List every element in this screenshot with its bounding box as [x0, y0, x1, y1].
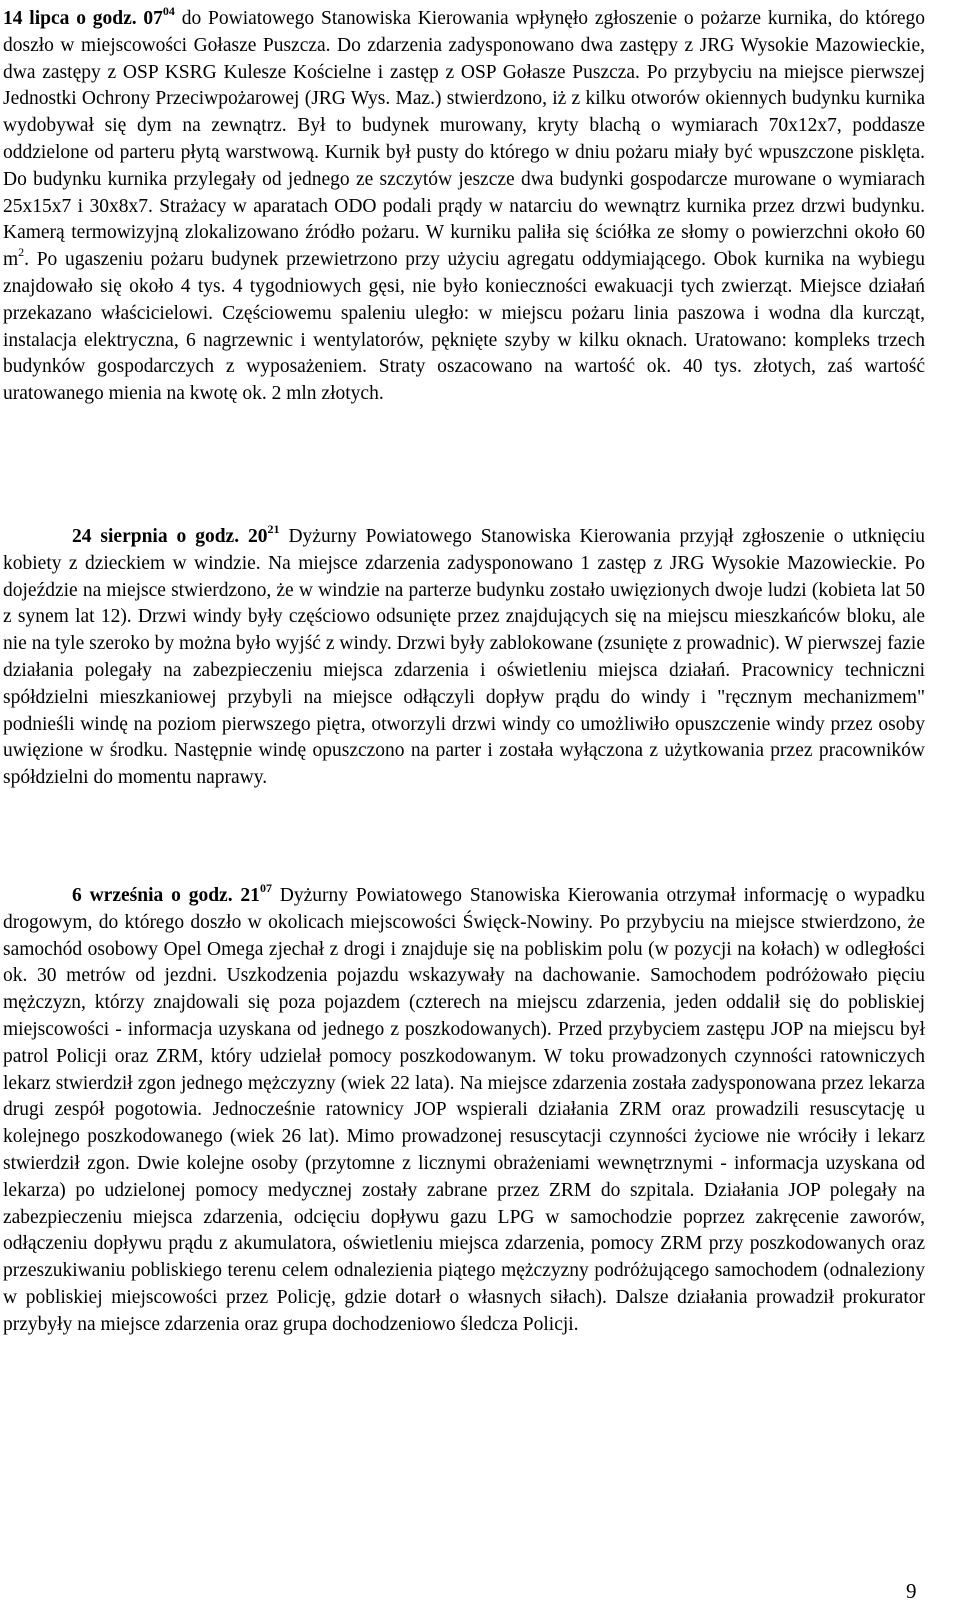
paragraph-text-continued: . Po ugaszeniu pożaru budynek przewietrzono przy użyciu agregatu oddymiającego. Obok kurnika na wybiegu znajdowało się około 4 tys. 4 tygodniowych gęsi, nie było konieczności ewakuacji tych zwierząt. Miejsce działań przekazano właścicielowi. Częściowemu spaleniu uległo: w miejscu pożaru linia paszowa i wodna dla kurcząt, instalacja elektryczna, 6 nagrzewnic i wentylatorów, pęknięte szyby w kilku oknach. Uratowano: kompleks trzech budynków gospodarczych z wyposażeniem. Straty oszacowano na wartość ok. 40 tys. złotych, zaś wartość uratowanego mienia na kwotę ok. 2 mln złotych. — [3, 249, 925, 405]
paragraph-text: Dyżurny Powiatowego Stanowiska Kierowania przyjął zgłoszenie o utknięciu kobiety z dzieckiem w windzie. Na miejsce zdarzenia zadysponowano 1 zastęp z JRG Wysokie Mazowieckie. Po dojeździe na miejsce stwierdzono, że w windzie na parterze budynku zostało uwięzionych dwoje ludzi (kobieta lat 50 z synem lat 12). Drzwi windy były częściowo odsunięte przez znajdujących się na miejscu mieszkańców bloku, ale nie na tyle szeroko by można było wyjść z windy. Drzwi były zablokowane (zsunięte z prowadnic). W pierwszej fazie działania polegały na zabezpieczeniu miejsca zdarzenia i oświetleniu miejsca działań. Pracownicy techniczni spółdzielni mieszkaniowej przybyli na miejsce odłączyli dopływ prądu do windy i "ręcznym mechanizmem" podnieśli windę na poziom pierwszego piętra, otworzyli drzwi windy co umożliwiło opuszczenie windy przez osoby uwięzione w środku. Następnie windę opuszczono na parter i została wyłączona z użytkowania przez pracowników spółdzielni do momentu naprawy. — [3, 526, 925, 789]
time-superscript: 04 — [162, 4, 175, 18]
date-text: 6 września o godz. 21 — [72, 885, 260, 906]
page-number: 9 — [906, 1579, 917, 1603]
paragraph-date — [3, 4, 175, 29]
paragraph-text: Dyżurny Powiatowego Stanowiska Kierowania otrzymał informację o wypadku drogowym, do którego doszło w okolicach miejscowości Święck-Nowiny. Po przybyciu na miejsce stwierdzono, że samochód osobowy Opel Omega zjechał z drogi i znajduje się na pobliskim polu (w pozycji na kołach) w odległości ok. 30 metrów od jezdni. Uszkodzenia pojazdu wskazywały na dachowanie. Samochodem podróżowało pięciu mężczyzn, którzy znajdowali się poza pojazdem (czterech na miejscu zdarzenia, jeden oddalił się do pobliskiej miejscowości - informacja uzyskana od jednego z poszkodowanych). Przed przybyciem zastępu JOP na miejscu był patrol Policji oraz ZRM, który udzielał pomocy poszkodowanym. W toku prowadzonych czynności ratowniczych lekarz stwierdził zgon jednego mężczyzny (wiek 22 lata). Na miejsce zdarzenia została zadysponowana przez lekarza drugi zespół pogotowia. Jednocześnie ratownicy JOP wspierali działania ZRM oraz prowadzili resuscytację u kolejnego poszkodowanego (wiek 26 lat). Mimo prowadzonej resuscytacji czynności życiowe nie wróciły i lekarz stwierdził zgon. Dwie kolejne osoby (przytomne z licznymi obrażeniami wewnętrznymi - informacja uzyskana od lekarza) po udzielonej pomocy medycznej zostały zabrane przez ZRM do szpitala. Działania JOP polegały na zabezpieczeniu miejsca zdarzenia, odcięciu dopływu gazu LPG w samochodzie poprzez zakręcenie zaworów, odłączeniu dopływu prądu z akumulatora, oświetleniu miejsca zdarzenia, pomocy ZRM przy poszkodowanych oraz przeszukiwaniu pobliskiego terenu celem odnalezienia piątego mężczyzny podróżującego samochodem (odnaleziony w pobliskiej miejscowości przez Policję, gdzie dotarł o własnych siłach). Dalsze działania prowadził prokurator przybyły na miejsce zdarzenia oraz grupa dochodzeniowo śledcza Policji. — [3, 885, 925, 1335]
time-superscript: 07 — [259, 881, 272, 895]
unit-superscript: 2 — [18, 245, 25, 260]
time-superscript: 21 — [267, 522, 280, 536]
date-text: 14 lipca o godz. 07 — [3, 8, 163, 29]
paragraph-elevator-report — [3, 524, 925, 792]
paragraph-date — [72, 522, 280, 547]
paragraph-accident-report — [3, 883, 925, 1339]
paragraph-date — [72, 881, 272, 906]
date-text: 24 sierpnia o godz. 20 — [72, 526, 268, 547]
paragraph-fire-report — [3, 6, 925, 408]
paragraph-text: do Powiatowego Stanowiska Kierowania wpłynęło zgłoszenie o pożarze kurnika, do którego doszło w miejscowości Gołasze Puszcza. Do zdarzenia zadysponowano dwa zastępy z JRG Wysokie Mazowieckie, dwa zastępy z OSP KSRG Kulesze Kościelne i zastęp z OSP Gołasze Puszcza. Po przybyciu na miejsce pierwszej Jednostki Ochrony Przeciwpożarowej (JRG Wys. Maz.) stwierdzono, iż z kilku otworów okiennych budynku kurnika wydobywał się dym na zewnątrz. Był to budynek murowany, kryty blachą o wymiarach 70x12x7, poddasze oddzielone od parteru płytą warstwową. Kurnik był pusty do którego w dniu pożaru miały być wpuszczone pisklęta. Do budynku kurnika przylegały od jednego ze szczytów jeszcze dwa budynki gospodarcze murowane o wymiarach 25x15x7 i 30x8x7. Strażacy w aparatach ODO podali prądy w natarciu do wewnątrz kurnika przez drzwi budynku. Kamerą termowizyjną zlokalizowano źródło pożaru. W kurniku paliła się ściółka ze słomy o powierzchni około 60 m — [3, 8, 925, 271]
